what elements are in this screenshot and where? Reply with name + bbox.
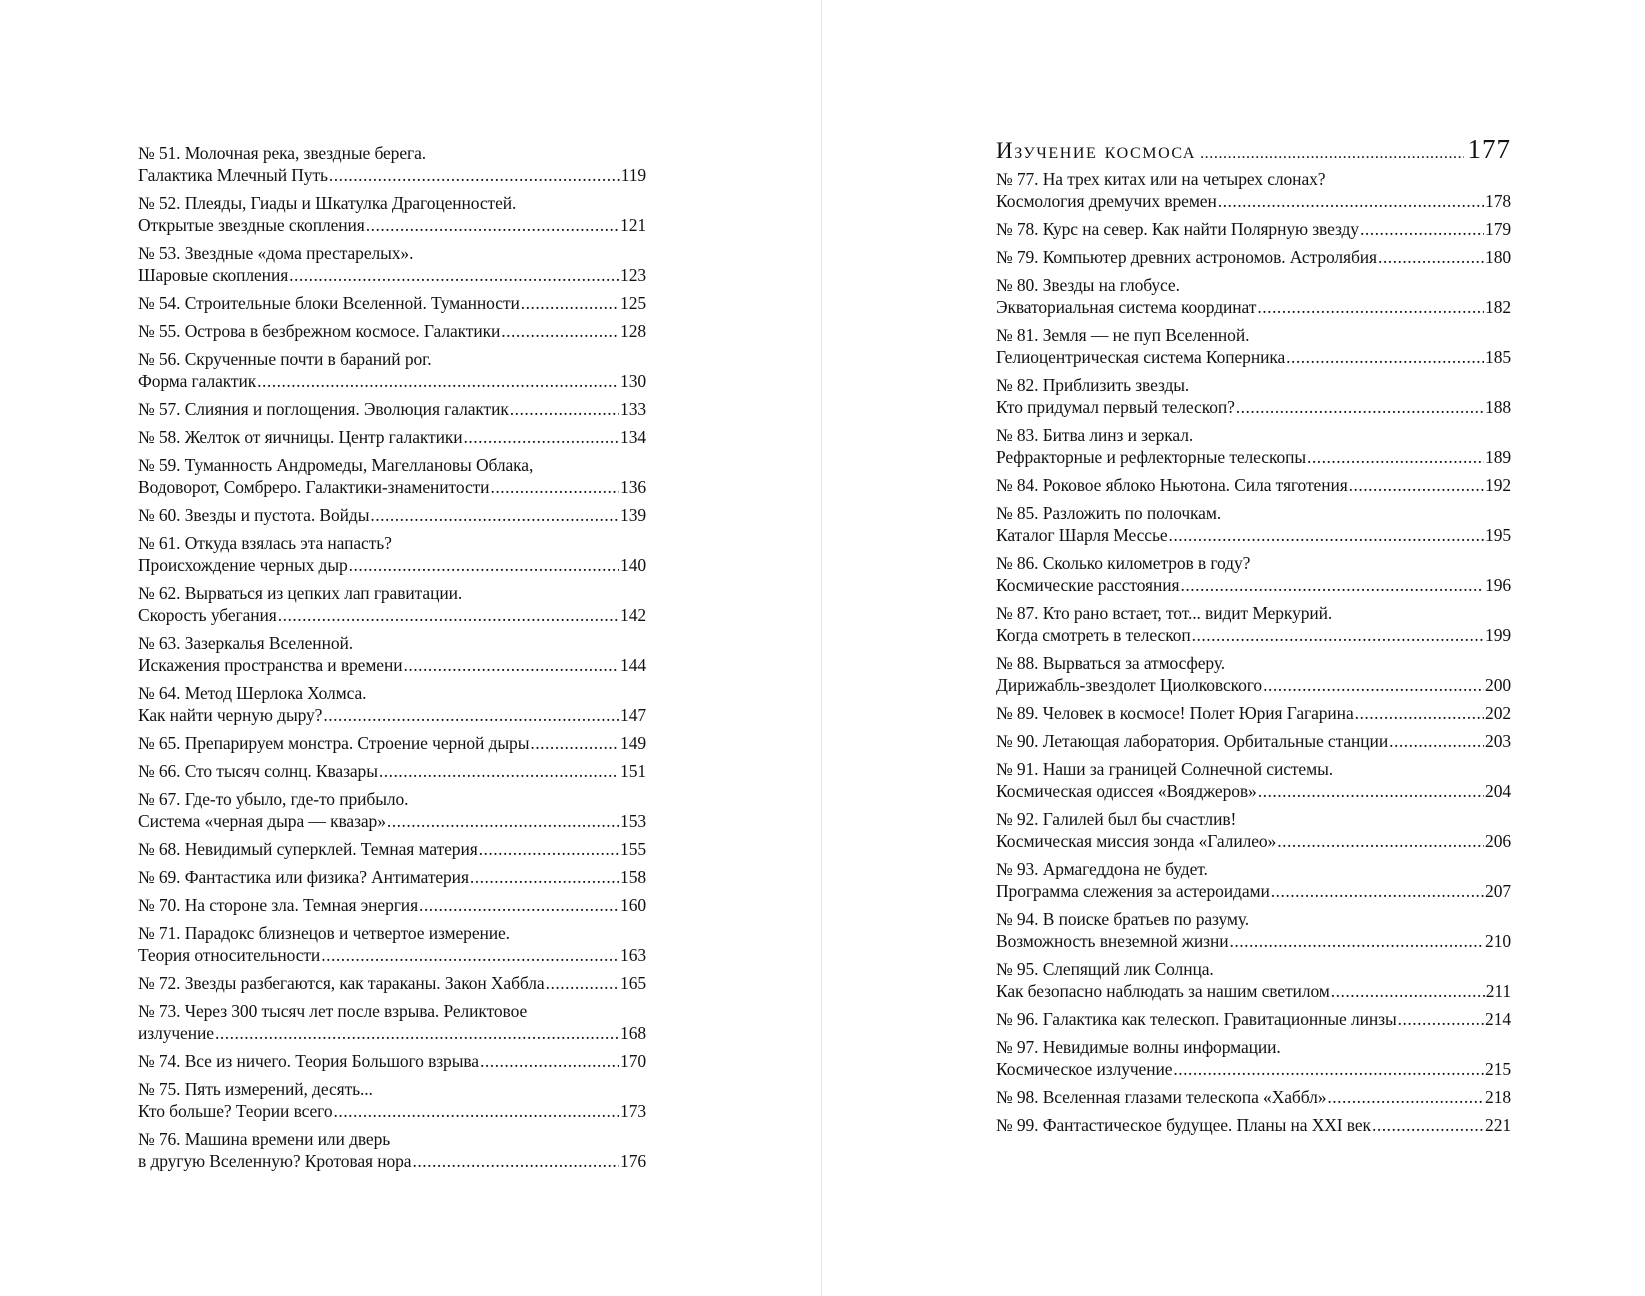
toc-entry-title-line: № 89. Человек в космосе! Полет Юрия Гагарина <box>996 703 1354 723</box>
toc-entry-last-line <box>996 1114 1511 1136</box>
toc-entry <box>138 1000 646 1044</box>
toc-entry <box>138 922 646 966</box>
toc-entry-title-line: № 80. Звезды на глобусе. <box>996 275 1180 295</box>
toc-entry <box>996 246 1511 268</box>
toc-page-number: 136 <box>620 477 646 497</box>
toc-entry-title-line: № 78. Курс на север. Как найти Полярную звезду <box>996 219 1359 239</box>
toc-entry-title-line: № 84. Роковое яблоко Ньютона. Сила тяготения <box>996 475 1348 495</box>
leader-dots <box>379 760 619 782</box>
toc-entry-title-line: Шаровые скопления <box>138 265 289 285</box>
leader-dots <box>321 944 619 966</box>
toc-entry <box>138 732 646 754</box>
toc-page-number: 168 <box>620 1023 646 1043</box>
leader-dots <box>490 476 619 498</box>
leader-dots <box>1360 218 1484 240</box>
toc-entry-title-line: Программа слежения за астероидами <box>996 881 1270 901</box>
toc-page-number: 214 <box>1485 1009 1511 1029</box>
toc-entry-title-line: № 79. Компьютер древних астрономов. Астролябия <box>996 247 1377 267</box>
toc-entry-title-line: № 52. Плеяды, Гиады и Шкатулка Драгоценностей. <box>138 193 517 213</box>
toc-entry-title-line: Дирижабль-звездолет Циолковского <box>996 675 1263 695</box>
toc-entry <box>138 454 646 498</box>
toc-entry-title-line: № 59. Туманность Андромеды, Магеллановы Облака, <box>138 455 534 475</box>
leader-dots <box>464 426 620 448</box>
toc-entry-title-line: Водоворот, Сомбреро. Галактики-знаменитости <box>138 477 490 497</box>
left-toc-list <box>138 142 646 1178</box>
toc-entry-title-line: Искажения пространства и времени <box>138 655 403 675</box>
leader-dots <box>1181 574 1485 596</box>
toc-entry-title-line: № 61. Откуда взялась эта напасть? <box>138 533 392 553</box>
toc-entry-title-line: Рефракторные и рефлекторные телескопы <box>996 447 1307 467</box>
toc-entry-title-line: № 85. Разложить по полочкам. <box>996 503 1222 523</box>
toc-entry-title-line: № 95. Слепящий лик Солнца. <box>996 959 1214 979</box>
toc-entry-last-line <box>996 346 1511 368</box>
leader-dots <box>370 504 619 526</box>
toc-entry-last-line <box>138 704 646 726</box>
toc-page-number: 182 <box>1485 297 1511 317</box>
toc-entry-title-line: № 96. Галактика как телескоп. Гравитационные линзы <box>996 1009 1397 1029</box>
toc-entry-title-line: Система «черная дыра — квазар» <box>138 811 386 831</box>
toc-entry-title-line: Скорость убегания <box>138 605 277 625</box>
toc-page-number: 207 <box>1485 881 1511 901</box>
toc-entry-title-line: № 65. Препарируем монстра. Строение черной дыры <box>138 733 530 753</box>
toc-entry-last-line <box>996 474 1511 496</box>
toc-entry-last-line <box>138 164 646 186</box>
toc-entry-title-line: Экваториальная система координат <box>996 297 1257 317</box>
leader-dots <box>333 1100 619 1122</box>
toc-entry-last-line <box>138 398 646 420</box>
toc-page-number: 163 <box>620 945 646 965</box>
leader-dots <box>404 654 620 676</box>
toc-entry-last-line <box>996 624 1511 646</box>
toc-page-number: 195 <box>1485 525 1511 545</box>
toc-entry-title-line: Теория относительности <box>138 945 321 965</box>
toc-entry-title-line: Космическое излучение <box>996 1059 1173 1079</box>
leader-dots <box>1257 296 1484 318</box>
toc-entry-title-line: Космическая миссия зонда «Галилео» <box>996 831 1277 851</box>
leader-dots <box>1258 780 1484 802</box>
leader-dots <box>521 292 619 314</box>
toc-page-number: 123 <box>620 265 646 285</box>
toc-entry <box>138 348 646 392</box>
toc-entry-last-line <box>138 370 646 392</box>
toc-entry-title-line: № 98. Вселенная глазами телескопа «Хаббл» <box>996 1087 1327 1107</box>
leader-dots <box>289 264 619 286</box>
toc-entry-title-line: в другую Вселенную? Кротовая нора <box>138 1151 412 1171</box>
toc-entry-title-line: № 53. Звездные «дома престарелых». <box>138 243 414 263</box>
toc-entry-last-line <box>996 980 1511 1002</box>
toc-entry-title-line: Космология дремучих времен <box>996 191 1217 211</box>
toc-entry-last-line <box>996 1058 1511 1080</box>
toc-entry-last-line <box>996 218 1511 240</box>
toc-entry-title-line: Когда смотреть в телескоп <box>996 625 1191 645</box>
toc-page-number: 196 <box>1485 575 1511 595</box>
toc-page-number: 206 <box>1485 831 1511 851</box>
toc-entry-last-line <box>138 1100 646 1122</box>
toc-entry-last-line <box>138 866 646 888</box>
toc-entry <box>138 426 646 448</box>
toc-entry <box>996 652 1511 696</box>
toc-page-number: 215 <box>1485 1059 1511 1079</box>
toc-page-number: 140 <box>620 555 646 575</box>
toc-page-number: 139 <box>620 505 646 525</box>
leader-dots <box>349 554 619 576</box>
toc-entry-title-line: № 75. Пять измерений, десять... <box>138 1079 373 1099</box>
toc-page-number: 149 <box>620 733 646 753</box>
section-leader-dots <box>1200 145 1463 163</box>
toc-entry-title-line: № 99. Фантастическое будущее. Планы на XXI век <box>996 1115 1371 1135</box>
toc-entry-last-line <box>996 880 1511 902</box>
leader-dots <box>1173 1058 1484 1080</box>
leader-dots <box>1218 190 1484 212</box>
toc-page-number: 218 <box>1485 1087 1511 1107</box>
toc-entry-title-line: Кто больше? Теории всего <box>138 1101 333 1121</box>
toc-entry-title-line: № 83. Битва линз и зеркал. <box>996 425 1194 445</box>
leader-dots <box>1389 730 1484 752</box>
toc-entry-title-line: № 73. Через 300 тысяч лет после взрыва. Реликтовое <box>138 1001 528 1021</box>
toc-entry <box>996 502 1511 546</box>
leader-dots <box>329 164 620 186</box>
leader-dots <box>1378 246 1484 268</box>
toc-page-number: 121 <box>620 215 646 235</box>
toc-entry-last-line <box>138 1150 646 1172</box>
toc-entry-title-line: № 54. Строительные блоки Вселенной. Туманности <box>138 293 520 313</box>
leader-dots <box>1349 474 1484 496</box>
toc-entry-last-line <box>996 702 1511 724</box>
section-page-number: 177 <box>1467 134 1511 164</box>
toc-entry-title-line: Галактика Млечный Путь <box>138 165 328 185</box>
toc-entry-title-line: № 71. Парадокс близнецов и четвертое измерение. <box>138 923 510 943</box>
leader-dots <box>1192 624 1484 646</box>
toc-page-number: 192 <box>1485 475 1511 495</box>
toc-entry-title-line: № 97. Невидимые волны информации. <box>996 1037 1281 1057</box>
toc-entry-title-line: № 69. Фантастика или физика? Антиматерия <box>138 867 469 887</box>
toc-entry-last-line <box>138 292 646 314</box>
right-toc-list <box>996 168 1511 1142</box>
leader-dots <box>1327 1086 1484 1108</box>
leader-dots <box>1230 930 1485 952</box>
toc-entry-last-line <box>138 732 646 754</box>
toc-page-number: 119 <box>620 165 646 185</box>
leader-dots <box>215 1022 619 1044</box>
toc-entry <box>996 1008 1511 1030</box>
toc-page-number: 125 <box>620 293 646 313</box>
leader-dots <box>479 838 619 860</box>
toc-page-number: 204 <box>1485 781 1511 801</box>
toc-entry <box>138 866 646 888</box>
toc-entry-last-line <box>996 730 1511 752</box>
leader-dots <box>1398 1008 1484 1030</box>
toc-page-number: 185 <box>1485 347 1511 367</box>
toc-entry-title-line: № 74. Все из ничего. Теория Большого взрыва <box>138 1051 479 1071</box>
leader-dots <box>501 320 619 342</box>
toc-page-number: 130 <box>620 371 646 391</box>
toc-entry-title-line: № 88. Вырваться за атмосферу. <box>996 653 1226 673</box>
toc-entry-last-line <box>996 674 1511 696</box>
leader-dots <box>1263 674 1484 696</box>
toc-entry-title-line: № 57. Слияния и поглощения. Эволюция галактик <box>138 399 509 419</box>
toc-page-number: 153 <box>620 811 646 831</box>
toc-entry-title-line: № 68. Невидимый суперклей. Темная материя <box>138 839 478 859</box>
toc-page-number: 178 <box>1485 191 1511 211</box>
toc-entry-last-line <box>138 760 646 782</box>
toc-entry <box>996 958 1511 1002</box>
toc-page-number: 151 <box>620 761 646 781</box>
toc-page-number: 158 <box>620 867 646 887</box>
toc-page-number: 134 <box>620 427 646 447</box>
toc-page-number: 199 <box>1485 625 1511 645</box>
toc-entry <box>138 894 646 916</box>
toc-entry-last-line <box>996 396 1511 418</box>
toc-entry <box>996 1086 1511 1108</box>
toc-entry-title-line: № 94. В поиске братьев по разуму. <box>996 909 1250 929</box>
toc-entry <box>138 192 646 236</box>
leader-dots <box>278 604 619 626</box>
toc-entry-title-line: № 90. Летающая лаборатория. Орбитальные станции <box>996 731 1389 751</box>
toc-entry <box>996 808 1511 852</box>
toc-entry <box>996 758 1511 802</box>
toc-page-number: 211 <box>1485 981 1511 1001</box>
leader-dots <box>387 810 619 832</box>
leader-dots <box>257 370 619 392</box>
toc-entry <box>138 1128 646 1172</box>
toc-entry-title-line: № 66. Сто тысяч солнц. Квазары <box>138 761 378 781</box>
toc-entry-title-line: Возможность внеземной жизни <box>996 931 1229 951</box>
toc-entry-title-line: Космические расстояния <box>996 575 1180 595</box>
toc-entry <box>138 320 646 342</box>
toc-page-number: 173 <box>620 1101 646 1121</box>
toc-entry-title-line: № 55. Острова в безбрежном космосе. Галактики <box>138 321 501 341</box>
toc-page-number: 188 <box>1485 397 1511 417</box>
toc-entry-last-line <box>996 524 1511 546</box>
toc-entry-last-line <box>996 830 1511 852</box>
toc-entry-last-line <box>138 972 646 994</box>
toc-entry <box>138 632 646 676</box>
toc-entry-title-line: излучение <box>138 1023 214 1043</box>
toc-entry-title-line: № 58. Желток от яичницы. Центр галактики <box>138 427 463 447</box>
leader-dots <box>530 732 619 754</box>
toc-entry-last-line <box>138 1022 646 1044</box>
leader-dots <box>480 1050 619 1072</box>
toc-entry-last-line <box>138 654 646 676</box>
toc-entry <box>138 788 646 832</box>
leader-dots <box>1271 880 1484 902</box>
toc-entry <box>996 424 1511 468</box>
toc-page-number: 200 <box>1485 675 1511 695</box>
toc-entry <box>138 1050 646 1072</box>
toc-entry <box>996 168 1511 212</box>
toc-page-number: 142 <box>620 605 646 625</box>
leader-dots <box>546 972 619 994</box>
leader-dots <box>1236 396 1484 418</box>
toc-entry <box>996 374 1511 418</box>
leader-dots <box>510 398 619 420</box>
toc-entry-last-line <box>138 320 646 342</box>
toc-entry <box>138 838 646 860</box>
toc-page-number: 144 <box>620 655 646 675</box>
toc-entry-title-line: Гелиоцентрическая система Коперника <box>996 347 1286 367</box>
toc-entry-title-line: Открытые звездные скопления <box>138 215 365 235</box>
toc-entry-last-line <box>996 780 1511 802</box>
toc-entry-last-line <box>138 264 646 286</box>
toc-entry <box>996 702 1511 724</box>
toc-entry-last-line <box>996 246 1511 268</box>
leader-dots <box>1286 346 1484 368</box>
toc-entry-title-line: № 64. Метод Шерлока Холмса. <box>138 683 367 703</box>
leader-dots <box>1372 1114 1484 1136</box>
toc-entry <box>996 274 1511 318</box>
toc-page-number: 176 <box>620 1151 646 1171</box>
toc-entry-title-line: № 51. Молочная река, звездные берега. <box>138 143 427 163</box>
toc-entry-last-line <box>138 810 646 832</box>
toc-entry-last-line <box>138 214 646 236</box>
toc-entry-title-line: № 77. На трех китах или на четырех слонах? <box>996 169 1326 189</box>
toc-entry-title-line: Происхождение черных дыр <box>138 555 348 575</box>
toc-entry-last-line <box>138 894 646 916</box>
leader-dots <box>470 866 619 888</box>
toc-entry <box>138 1078 646 1122</box>
toc-entry-title-line: Космическая одиссея «Вояджеров» <box>996 781 1257 801</box>
leader-dots <box>323 704 619 726</box>
toc-entry <box>138 972 646 994</box>
section-title: Изучение космоса <box>996 138 1197 163</box>
toc-entry <box>996 602 1511 646</box>
toc-entry <box>996 474 1511 496</box>
toc-entry-last-line <box>138 1050 646 1072</box>
leader-dots <box>419 894 619 916</box>
toc-entry-title-line: Каталог Шарля Мессье <box>996 525 1168 545</box>
toc-entry <box>138 532 646 576</box>
toc-entry <box>138 682 646 726</box>
toc-entry-title-line: № 86. Сколько километров в году? <box>996 553 1251 573</box>
toc-entry-last-line <box>996 930 1511 952</box>
toc-page-number: 179 <box>1485 219 1511 239</box>
toc-entry-title-line: № 60. Звезды и пустота. Войды <box>138 505 370 525</box>
toc-entry-title-line: Как безопасно наблюдать за нашим светилом <box>996 981 1330 1001</box>
toc-entry <box>996 1114 1511 1136</box>
toc-entry-last-line <box>996 190 1511 212</box>
toc-entry <box>996 218 1511 240</box>
toc-entry <box>138 242 646 286</box>
toc-entry-title-line: № 81. Земля — не пуп Вселенной. <box>996 325 1250 345</box>
toc-page-number: 180 <box>1485 247 1511 267</box>
leader-dots <box>366 214 619 236</box>
toc-entry <box>996 730 1511 752</box>
leader-dots <box>1307 446 1484 468</box>
toc-entry-last-line <box>996 574 1511 596</box>
toc-entry-last-line <box>138 944 646 966</box>
toc-entry <box>996 908 1511 952</box>
toc-page-number: 133 <box>620 399 646 419</box>
toc-entry-title-line: Кто придумал первый телескоп? <box>996 397 1235 417</box>
toc-entry <box>138 504 646 526</box>
toc-entry-title-line: № 63. Зазеркалья Вселенной. <box>138 633 354 653</box>
toc-entry-last-line <box>996 296 1511 318</box>
toc-entry-last-line <box>138 838 646 860</box>
toc-entry <box>996 858 1511 902</box>
toc-entry-last-line <box>138 604 646 626</box>
leader-dots <box>412 1150 619 1172</box>
toc-entry-title-line: № 67. Где-то убыло, где-то прибыло. <box>138 789 409 809</box>
toc-entry-title-line: № 91. Наши за границей Солнечной системы. <box>996 759 1333 779</box>
toc-entry-last-line <box>138 504 646 526</box>
left-page <box>0 0 822 1296</box>
toc-entry-title-line: № 82. Приблизить звезды. <box>996 375 1190 395</box>
toc-entry-title-line: № 92. Галилей был бы счастлив! <box>996 809 1237 829</box>
toc-entry-title-line: № 87. Кто рано встает, тот... видит Меркурий. <box>996 603 1333 623</box>
toc-entry-title-line: № 70. На стороне зла. Темная энергия <box>138 895 419 915</box>
toc-entry-title-line: № 76. Машина времени или дверь <box>138 1129 391 1149</box>
leader-dots <box>1355 702 1484 724</box>
toc-page-number: 189 <box>1485 447 1511 467</box>
toc-page-number: 165 <box>620 973 646 993</box>
toc-entry-last-line <box>138 476 646 498</box>
toc-entry <box>138 398 646 420</box>
toc-page-number: 202 <box>1485 703 1511 723</box>
toc-entry <box>138 292 646 314</box>
leader-dots <box>1169 524 1485 546</box>
toc-page-number: 155 <box>620 839 646 859</box>
toc-page-number: 170 <box>620 1051 646 1071</box>
toc-entry-last-line <box>138 554 646 576</box>
toc-entry-title-line: № 56. Скрученные почти в бараний рог. <box>138 349 432 369</box>
toc-page-number: 221 <box>1485 1115 1511 1135</box>
toc-page-number: 203 <box>1485 731 1511 751</box>
toc-entry <box>996 324 1511 368</box>
toc-entry <box>996 1036 1511 1080</box>
toc-entry <box>138 582 646 626</box>
toc-entry-last-line <box>996 1008 1511 1030</box>
toc-entry-title-line: Форма галактик <box>138 371 257 391</box>
toc-entry-title-line: Как найти черную дыру? <box>138 705 323 725</box>
toc-entry <box>138 142 646 186</box>
toc-entry-title-line: № 62. Вырваться из цепких лап гравитации. <box>138 583 463 603</box>
toc-page-number: 160 <box>620 895 646 915</box>
toc-entry-title-line: № 93. Армагеддона не будет. <box>996 859 1208 879</box>
leader-dots <box>1331 980 1485 1002</box>
toc-page-number: 147 <box>620 705 646 725</box>
toc-entry-title-line: № 72. Звезды разбегаются, как тараканы. Закон Хаббла <box>138 973 545 993</box>
toc-entry-last-line <box>138 426 646 448</box>
toc-entry-last-line <box>996 1086 1511 1108</box>
toc-entry <box>996 552 1511 596</box>
toc-page-number: 128 <box>620 321 646 341</box>
leader-dots <box>1277 830 1484 852</box>
toc-entry <box>138 760 646 782</box>
section-heading <box>996 134 1511 165</box>
toc-entry-last-line <box>996 446 1511 468</box>
toc-page-number: 210 <box>1485 931 1511 951</box>
